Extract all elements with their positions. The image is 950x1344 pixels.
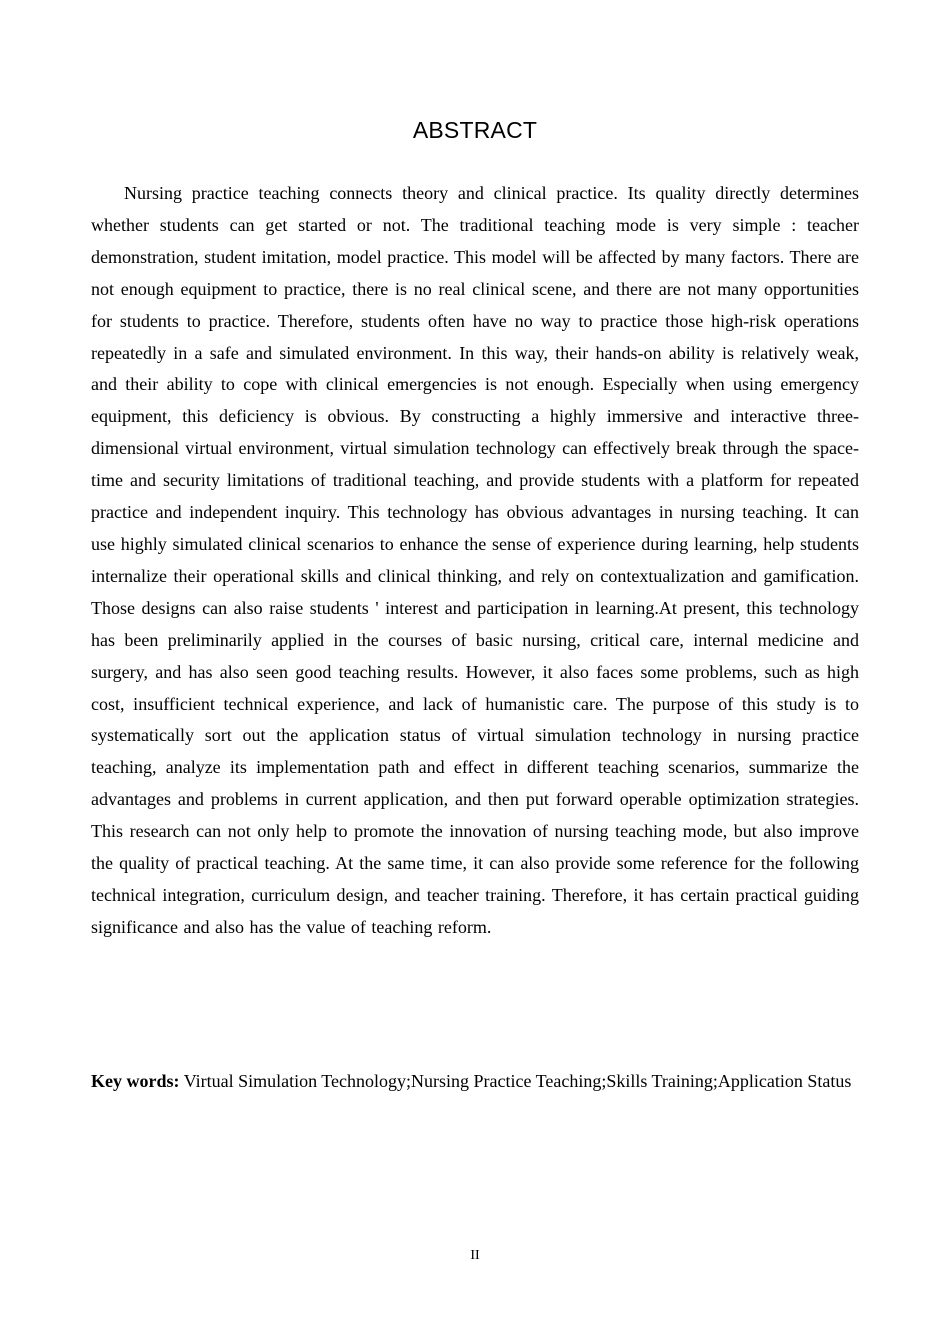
page-number: II [470, 1248, 480, 1263]
keywords-list: Virtual Simulation Technology;Nursing Practice Teaching;Skills Training;Application Status [183, 1071, 852, 1091]
keywords-paragraph [91, 1065, 859, 1097]
abstract-title: ABSTRACT [412, 117, 538, 143]
keywords-label: Key words: [91, 1071, 180, 1091]
abstract-body: Nursing practice teaching connects theory and clinical practice. Its quality directly determines whether students can get started or not. The traditional teaching mode is very simple : teacher demonstration, student imitation, model practice. This model will be affected by many factors. There are not enough equipment to practice, there is no real clinical scene, and there are not many opportunities for students to practice. Therefore, students often have no way to practice those high-risk operations repeatedly in a safe and simulated environment. In this way, their hands-on ability is relatively weak, and their ability to cope with clinical emergencies is not enough. Especially when using emergency equipment, this deficiency is obvious. By constructing a highly immersive and interactive three-dimensional virtual environment, virtual simulation technology can effectively break through the space-time and security limitations of traditional teaching, and provide students with a platform for repeated practice and independent inquiry. This technology has obvious advantages in nursing teaching. It can use highly simulated clinical scenarios to enhance the sense of experience during learning, help students internalize their operational skills and clinical thinking, and rely on contextualization and gamification. Those designs can also raise students ' interest and participation in learning.At present, this technology has been preliminarily applied in the courses of basic nursing, critical care, internal medicine and surgery, and has also seen good teaching results. However, it also faces some problems, such as high cost, insufficient technical experience, and lack of humanistic care. The purpose of this study is to systematically sort out the application status of virtual simulation technology in nursing practice teaching, analyze its implementation path and effect in different teaching scenarios, summarize the advantages and problems in current application, and then put forward operable optimization strategies. This research can not only help to promote the innovation of nursing teaching mode, but also improve the quality of practical teaching. At the same time, it can also provide some reference for the following technical integration, curriculum design, and teacher training. Therefore, it has certain practical guiding significance and also has the value of teaching reform. [91, 183, 859, 937]
